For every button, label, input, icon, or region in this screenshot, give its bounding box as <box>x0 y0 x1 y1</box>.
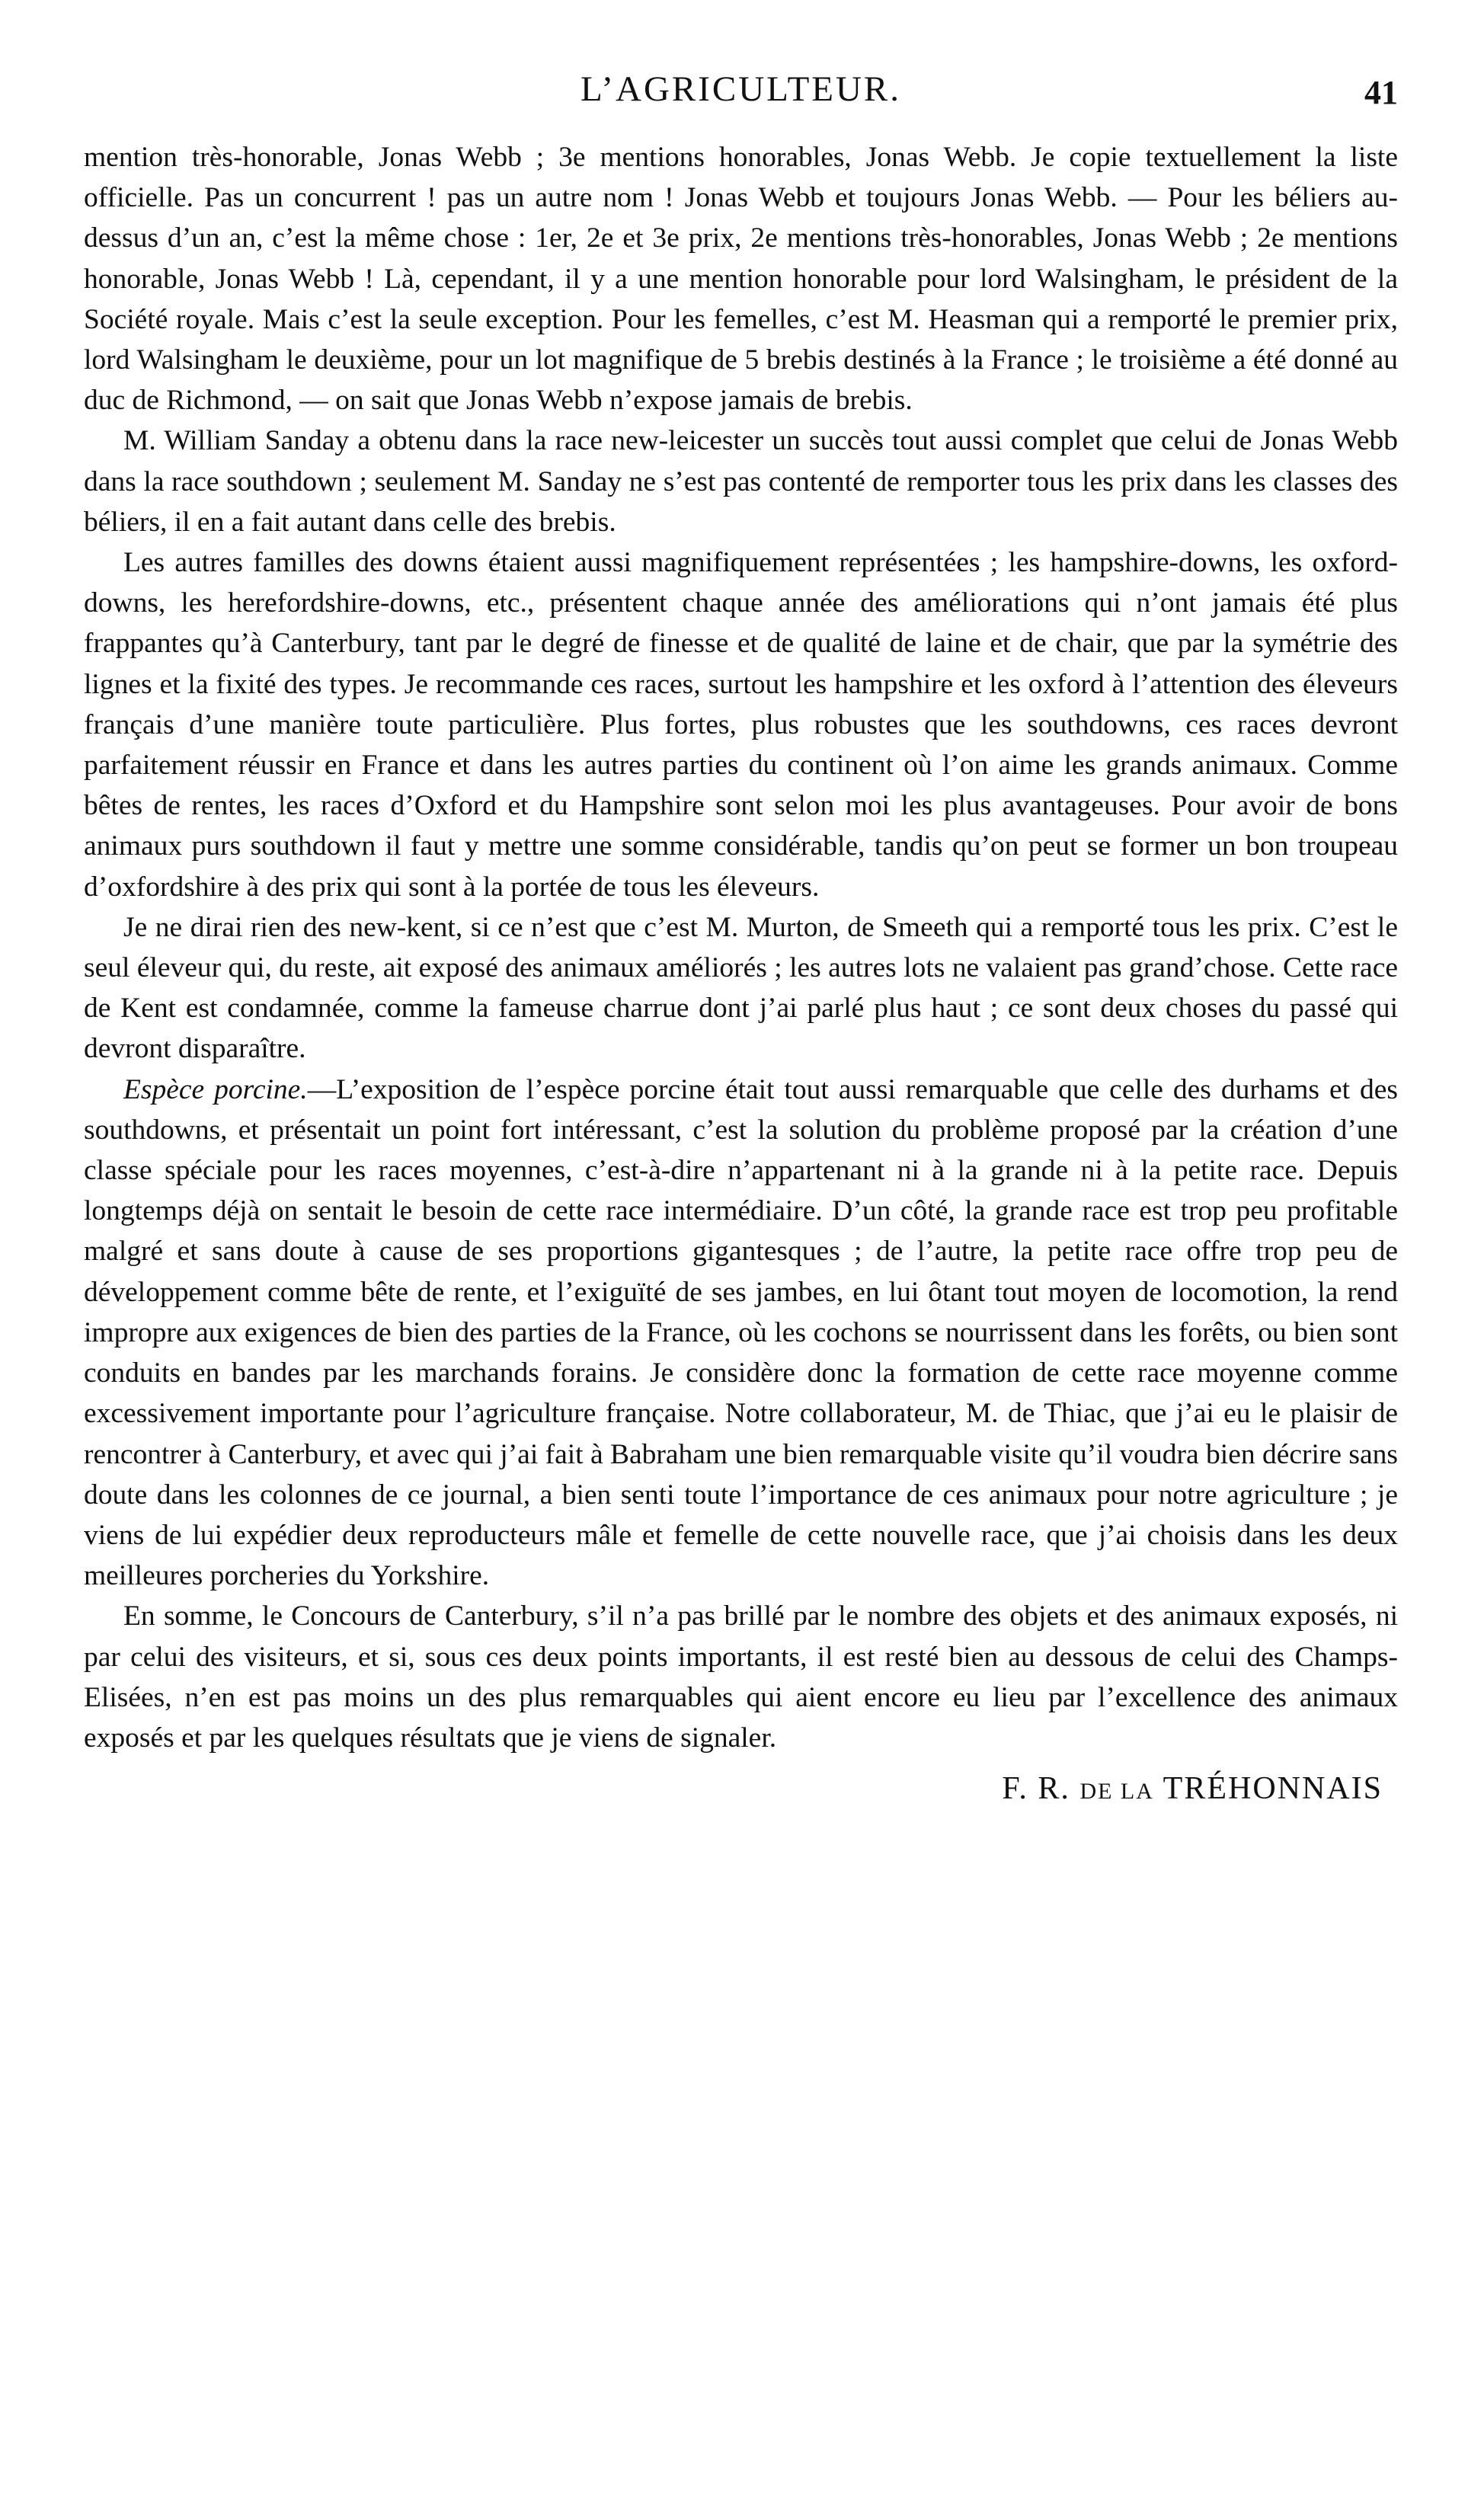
paragraph-2 <box>84 420 1398 542</box>
page <box>84 53 1398 1807</box>
signature-surname: TRÉHONNAIS <box>1163 1771 1383 1807</box>
page-header <box>84 53 1398 137</box>
paragraph-text: Les autres familles des downs étaient aussi magnifiquement représentées ; les hampshire-downs, les oxford-downs, les herefordshire-downs, etc., présentent chaque année des améliorations qui n’ont jamais été plus frappantes qu’à Canterbury, tant par le degré de finesse et de qualité de laine et de chair, que par la symétrie des lignes et la fixité des types. Je recommande ces races, surtout les hampshire et les oxford à l’attention des éleveurs français d’une manière toute particulière. Plus fortes, plus robustes que les southdowns, ces races devront parfaitement réussir en France et dans les autres parties du continent où l’on aime les grands animaux. Comme bêtes de rentes, les races d’Oxford et du Hampshire sont selon moi les plus avantageuses. Pour avoir de bons animaux purs southdown il faut y mettre une somme considérable, tandis qu’on peut se former un bon troupeau d’oxfordshire à des prix qui sont à la portée de tous les éleveurs. <box>84 547 1398 903</box>
paragraph-6 <box>84 1596 1398 1758</box>
signature-particle: DE LA <box>1079 1779 1154 1805</box>
paragraph-text: Je ne dirai rien des new-kent, si ce n’est que c’est M. Murton, de Smeeth qui a remporté tous les prix. C’est le seul éleveur qui, du reste, ait exposé des animaux améliorés ; les autres lots ne valaient pas grand’chose. Cette race de Kent est condamnée, comme la fameuse charrue dont j’ai parlé plus haut ; ce sont deux choses du passé qui devront disparaître. <box>84 911 1398 1065</box>
paragraph-text: mention très-honorable, Jonas Webb ; 3e mentions honorables, Jonas Webb. Je copie textuellement la liste officielle. Pas un concurrent ! pas un autre nom ! Jonas Webb et toujours Jonas Webb. — Pour les béliers au-dessus d’un an, c’est la même chose : 1er, 2e et 3e prix, 2e mentions très-honorables, Jonas Webb ; 2e mentions honorable, Jonas Webb ! Là, cependant, il y a une mention honorable pour lord Walsingham, le président de la Société royale. Mais c’est la seule exception. Pour les femelles, c’est M. Heasman qui a remporté le premier prix, lord Walsingham le deuxième, pour un lot magnifique de 5 brebis destinés à la France ; le troisième a été donné au duc de Richmond, — on sait que Jonas Webb n’expose jamais de brebis. <box>84 142 1398 417</box>
section-lead: Espèce porcine. <box>123 1073 308 1105</box>
paragraph-text: M. William Sanday a obtenu dans la race new-leicester un succès tout aussi complet que celui de Jonas Webb dans la race southdown ; seulement M. Sanday ne s’est pas contenté de remporter tous les prix dans les classes des béliers, il en a fait autant dans celle des brebis. <box>84 425 1398 538</box>
paragraph-text: —L’exposition de l’espèce porcine était tout aussi remarquable que celle des durhams et des southdowns, et présentait un point fort intéressant, c’est la solution du problème proposé par la création d’une classe spéciale pour les races moyennes, c’est-à-dire n’appartenant ni à la grande ni à la petite race. Depuis longtemps déjà on sentait le besoin de cette race intermédiaire. D’un côté, la grande race est trop peu profitable malgré et sans doute à cause de ses proportions gigantesques ; de l’autre, la petite race offre trop peu de développement comme bête de rente, et l’exiguïté de ses jambes, en lui ôtant tout moyen de locomotion, la rend impropre aux exigences de bien des parties de la France, où les cochons se nourrissent dans les forêts, ou bien sont conduits en bandes par les marchands forains. Je considère donc la formation de cette race moyenne comme excessivement importante pour l’agriculture française. Notre collaborateur, M. de Thiac, que j’ai eu le plaisir de rencontrer à Canterbury, et avec qui j’ai fait à Babraham une bien remarquable visite qu’il voudra bien décrire sans doute dans les colonnes de ce journal, a bien senti toute l’importance de ces animaux pour notre agriculture ; je viens de lui expédier deux reproducteurs mâle et femelle de cette nouvelle race, que j’ai choisis dans les deux meilleures porcheries du Yorkshire. <box>84 1073 1398 1592</box>
article-body <box>84 137 1398 1758</box>
page-number: 41 <box>1364 74 1398 111</box>
paragraph-4 <box>84 907 1398 1070</box>
author-signature <box>84 1770 1398 1807</box>
paragraph-5 <box>84 1070 1398 1597</box>
signature-initials: F. R. <box>1002 1771 1070 1807</box>
running-title: L’AGRICULTEUR. <box>580 69 902 109</box>
paragraph-1 <box>84 137 1398 420</box>
paragraph-text: En somme, le Concours de Canterbury, s’il n’a pas brillé par le nombre des objets et des animaux exposés, ni par celui des visiteurs, et si, sous ces deux points importants, il est resté bien au dessous de celui des Champs-Elisées, n’en est pas moins un des plus remarquables qui aient encore eu lieu par l’excellence des animaux exposés et par les quelques résultats que je viens de signaler. <box>84 1600 1398 1754</box>
paragraph-3 <box>84 542 1398 907</box>
